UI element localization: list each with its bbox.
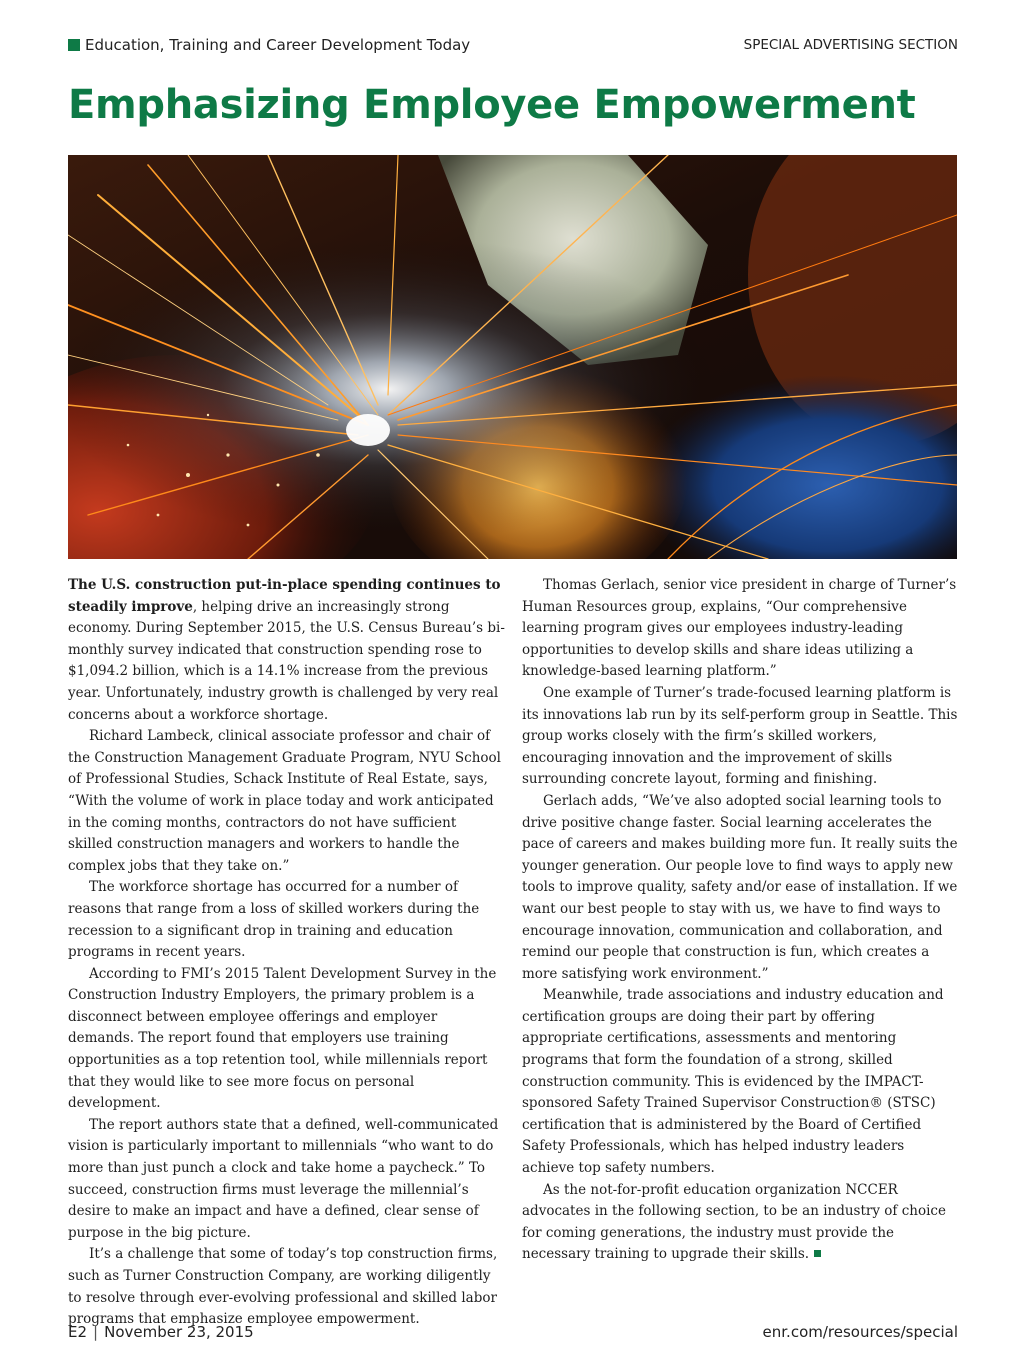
paragraph-3: The workforce shortage has occurred for a number of reasons that range from a loss of skilled workers during the recession to a significant drop in training and education programs in recent years. [68,879,480,961]
paragraph-1 [68,575,505,726]
article-column-2 [522,575,959,1266]
welding-sparks-photo [68,155,957,559]
advertising-label: SPECIAL ADVERTISING SECTION [743,37,958,53]
footer-page-info [68,1323,254,1341]
paragraph-11-text: As the not-for-profit education organization NCCER advocates in the following section, to be an industry of choice for coming generations, the industry must provide the necessary training to upgrade their skills. [522,1181,946,1263]
section-square-icon [68,39,80,51]
page-title: Emphasizing Employee Empowerment [68,82,916,128]
article-column-1 [68,575,505,1331]
footer-separator: | [93,1323,99,1341]
paragraph-11 [522,1180,959,1266]
issue-date: November 23, 2015 [104,1323,254,1341]
paragraph-10: Meanwhile, trade associations and industry education and certification groups are doing their part by offering appropriate certifications, assessments and mentoring programs that form the foundation of a strong, skilled construction community. This is evidenced by the IMPACT-sponsored Safety Trained Supervisor Construction® (STSC) certification that is administered by the Board of Certified Safety Professionals, which has helped industry leaders achieve top safety numbers. [522,987,944,1177]
paragraph-6: It’s a challenge that some of today’s top construction firms, such as Turner Construction Company, are working diligently to resolve through ever-evolving professional and skilled labor programs that emphasize employee empowerment. [68,1246,498,1328]
lead-sentence: The U.S. construction put-in-place spending continues to steadily improve [68,577,501,615]
page-number: E2 [68,1323,88,1341]
end-square-icon [814,1250,821,1257]
paragraph-9: Gerlach adds, “We’ve also adopted social learning tools to drive positive change faster. Social learning accelerates the pace of careers and makes building more fun. It really suits the younger generation. Our people love to find ways to apply new tools to improve quality, safety and/or ease of installation. If we want our best people to stay with us, we have to find ways to encourage innovation, communication and collaboration, and remind our people that construction is fun, which creates a more satisfying work environment.” [522,792,958,982]
section-name: Education, Training and Career Development Today [85,36,471,54]
paragraph-2: Richard Lambeck, clinical associate professor and chair of the Construction Management Graduate Program, NYU School of Professional Studies, Schack Institute of Real Estate, says, “With the volume of work in place today and work anticipated in the coming months, contractors do not have sufficient skilled construction managers and workers to handle the complex jobs that they take on.” [68,728,501,874]
paragraph-1-rest: , helping drive an increasingly strong economy. During September 2015, the U.S. Census Bureau’s bi-monthly survey indicated that construction spending rose to $1,094.2 billion, which is a 14.1% increase from the previous year. Unfortunately, industry growth is challenged by very real concerns about a workforce shortage. [68,598,505,723]
paragraph-8: One example of Turner’s trade-focused learning platform is its innovations lab run by its self-perform group in Seattle. This group works closely with the firm’s skilled workers, encouraging innovation and the improvement of skills surrounding concrete layout, forming and finishing. [522,684,958,788]
footer-url: enr.com/resources/special [762,1323,958,1341]
page-footer [68,1323,958,1343]
paragraph-5: The report authors state that a defined, well-communicated vision is particularly important to millennials “who want to do more than just punch a clock and take home a paycheck.” To succeed, construction firms must leverage the millennial’s desire to make an impact and have a defined, clear sense of purpose in the big picture. [68,1116,499,1241]
paragraph-4: According to FMI’s 2015 Talent Development Survey in the Construction Industry Employers, the primary problem is a disconnect between employee offerings and employer demands. The report found that employers use training opportunities as a top retention tool, while millennials report that they would like to see more focus on personal development. [68,965,497,1112]
page-header [68,36,958,56]
paragraph-7: Thomas Gerlach, senior vice president in charge of Turner’s Human Resources group, explains, “Our comprehensive learning program gives our employees industry-leading opportunities to develop skills and share ideas utilizing a knowledge-based learning platform.” [522,577,957,680]
